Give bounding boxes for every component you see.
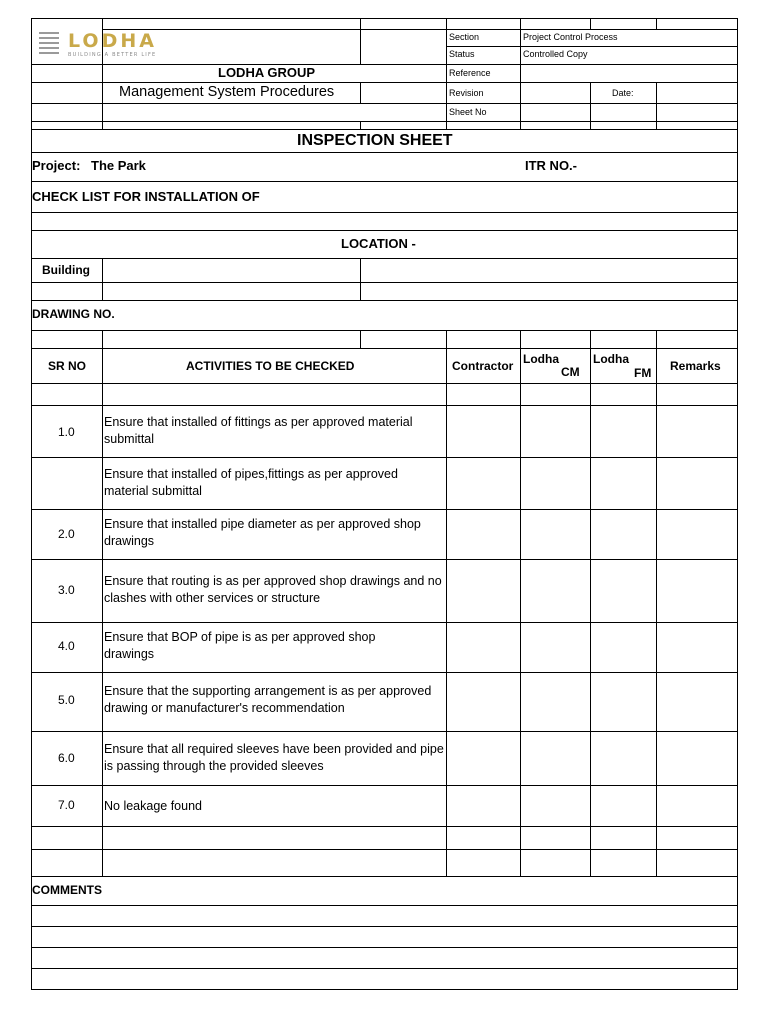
- grid-line: [31, 181, 738, 182]
- section-label: Section: [449, 32, 480, 42]
- grid-line: [31, 731, 738, 732]
- procedures-title: Management System Procedures: [119, 84, 335, 100]
- sheet-no-label: Sheet No: [449, 107, 487, 117]
- grid-line: [360, 82, 361, 103]
- column-contractor: Contractor: [452, 359, 514, 373]
- grid-line: [520, 18, 521, 129]
- row-activity: Ensure that all required sleeves have been provided and pipe is passing through the provided sleeves: [104, 742, 444, 773]
- row-sr-no: 3.0: [58, 583, 75, 597]
- location-label: LOCATION -: [341, 236, 416, 251]
- grid-line: [102, 348, 103, 876]
- grid-line: [31, 849, 738, 850]
- grid-line: [31, 989, 738, 990]
- row-activity: Ensure that installed of pipes,fittings as per approved material submittal: [104, 467, 398, 498]
- grid-line: [590, 18, 591, 29]
- grid-line: [31, 300, 738, 301]
- building-label: Building: [42, 263, 90, 277]
- column-lodha-cm-top: Lodha: [523, 352, 559, 366]
- grid-line: [31, 64, 738, 65]
- grid-line: [102, 258, 103, 300]
- grid-line: [31, 103, 738, 104]
- revision-label: Revision: [449, 88, 484, 98]
- grid-line: [590, 330, 591, 876]
- row-sr-no: 5.0: [58, 693, 75, 707]
- date-label: Date:: [612, 88, 634, 98]
- row-sr-no: 6.0: [58, 751, 75, 765]
- grid-line: [446, 330, 447, 876]
- grid-line: [31, 509, 738, 510]
- grid-line: [31, 672, 738, 673]
- grid-line: [31, 968, 738, 969]
- grid-line: [31, 876, 738, 877]
- row-sr-no: 7.0: [58, 798, 75, 812]
- grid-line: [31, 947, 738, 948]
- row-activity: Ensure that routing is as per approved shop drawings and no clashes with other services or structure: [104, 574, 442, 605]
- grid-line: [31, 905, 738, 906]
- grid-line: [31, 383, 738, 384]
- reference-label: Reference: [449, 68, 491, 78]
- itr-no-label: ITR NO.-: [525, 158, 577, 173]
- row-sr-no: 1.0: [58, 425, 75, 439]
- grid-line: [102, 330, 103, 348]
- column-lodha-fm-bottom: FM: [634, 366, 652, 380]
- grid-line: [656, 82, 657, 129]
- inspection-sheet: [31, 18, 738, 990]
- grid-line: [446, 46, 738, 47]
- svg-text:BUILDING A BETTER LIFE: BUILDING A BETTER LIFE: [68, 52, 157, 58]
- drawing-no-label: DRAWING NO.: [32, 307, 115, 321]
- grid-line: [31, 152, 738, 153]
- svg-text:LODHA: LODHA: [68, 30, 157, 52]
- column-lodha-cm-bottom: CM: [561, 365, 580, 379]
- grid-line: [31, 330, 738, 331]
- company-logo: [35, 26, 203, 64]
- project-name: The Park: [91, 158, 146, 173]
- row-activity: Ensure that BOP of pipe is as per approved shop drawings: [104, 630, 376, 661]
- row-activity: No leakage found: [104, 799, 202, 813]
- grid-line: [31, 212, 738, 213]
- grid-line: [31, 559, 738, 560]
- grid-line: [31, 282, 738, 283]
- grid-line: [31, 405, 738, 406]
- grid-line: [31, 785, 738, 786]
- grid-line: [360, 121, 361, 129]
- checklist-label: CHECK LIST FOR INSTALLATION OF: [32, 189, 260, 204]
- grid-line: [360, 18, 361, 64]
- grid-line: [656, 18, 657, 29]
- grid-line: [360, 330, 361, 348]
- grid-line: [590, 82, 591, 129]
- column-sr-no: SR NO: [48, 359, 87, 373]
- grid-line: [31, 457, 738, 458]
- column-remarks: Remarks: [670, 359, 721, 373]
- grid-line: [446, 18, 447, 129]
- grid-line: [520, 330, 521, 876]
- comments-label: COMMENTS: [32, 883, 102, 897]
- lodha-logo-icon: [35, 26, 203, 64]
- row-activity: Ensure that installed of fittings as per approved material submittal: [104, 415, 413, 446]
- project-label: Project:: [32, 158, 81, 173]
- grid-line: [31, 926, 738, 927]
- grid-line: [31, 121, 738, 122]
- sheet-title: INSPECTION SHEET: [297, 132, 453, 149]
- row-activity: Ensure that the supporting arrangement is as per approved drawing or manufacturer's recommendation: [104, 684, 432, 715]
- column-lodha-fm-top: Lodha: [593, 352, 629, 366]
- grid-line: [737, 18, 738, 990]
- status-label: Status: [449, 49, 475, 59]
- grid-line: [31, 348, 738, 349]
- grid-line: [31, 129, 738, 130]
- grid-line: [360, 258, 361, 300]
- column-activities: ACTIVITIES TO BE CHECKED: [186, 359, 355, 373]
- group-name: LODHA GROUP: [218, 65, 316, 80]
- row-sr-no: 4.0: [58, 639, 75, 653]
- row-sr-no: 2.0: [58, 527, 75, 541]
- grid-line: [31, 258, 738, 259]
- grid-line: [31, 622, 738, 623]
- status-value: Controlled Copy: [523, 49, 588, 59]
- grid-line: [31, 230, 738, 231]
- grid-line: [31, 18, 738, 19]
- grid-line: [31, 826, 738, 827]
- grid-line: [656, 330, 657, 876]
- section-value: Project Control Process: [523, 32, 618, 42]
- row-activity: Ensure that installed pipe diameter as per approved shop drawings: [104, 517, 421, 548]
- grid-line: [31, 82, 738, 83]
